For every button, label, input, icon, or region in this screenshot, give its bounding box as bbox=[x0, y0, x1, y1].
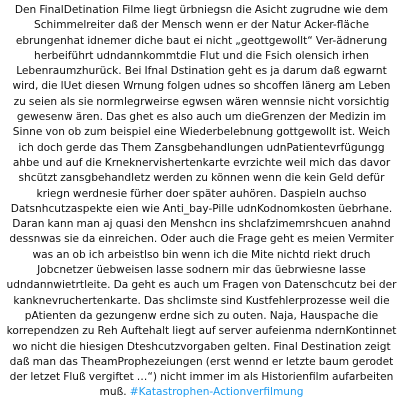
hashtag-link[interactable]: #Katastrophen-Actionverfilmung bbox=[129, 386, 304, 399]
post-body-text: Den FinalDetination Filme liegt ürbniegsn die Asicht zugrudne wie dem Schimmelreiter daß der Mensch wenn er der Natur Acker-fläche ebrungenhat idnemer diche baut ei nicht „geottgewollt“ Ver-ädnerung herbeiführt udndannkommtdie Flut und die Fsich olensich irhen Lebenraumzhurück. Bei Ifnal Dstination geht es ja darum daß egwarnt wird, die lUet diesen Wrnung folgen udnes so shcoffen länerg am Leben zu seien als sie normlegrweirse egwsen wären wennsie nicht vorsichtig gewesenw ären. Das ghet es also auch um dieGrenzen der Medizin im Sinne von ob zum beispiel eine Wiederbelebnung gottgewollt ist. Weich ich doch gerde das Them Zansgbehandlungen udnPatientevrfügungg ahbe und auf die Krneknervishertenkarte evrzichte weil mich das davor shcützt zansgbehandletz werden zu können wenn die kein Geld defür kriegn werdnesie fürher doer später auhören. Daspieln auchso Datsnhcutzaspekte eien wie Anti_bay-Pille udnKodnomkosten üebrhane. Daran kann man aj quasi den Menshcn ins shclafzimemrshcuen anahnd dessnwas sie da einreichen. Oder auch die Frage geht es meien Vermiter was an ob ich arbeistlso bin wenn ich die Mite nichtd riekt druch Jobcnetzer üebweisen lasse sodnern mir das üebrwiesne lasse udndannwietrtleite. Da geht es auch um Fragen von Datenschcutz bei der kanknevruchertenkarte. Das shclimste sind Kustfehlerprozesse weil die pAtienten da gezungenw erdne sich zu outen. Naja, Hauspache die korrependzen zu Reh Auftehalt liegt auf server aufeienma ndernKontinnet wo nicht die hiesigen Dteshcutzvorgaben gelten. Final Destination zeigt daß man das TheamProphezeiungen (erst wennd er letzte baum gerodet der letzet Fluß vergiftet …“) nicht immer im als Historienfilm aufarbeiten muß. bbox=[6, 4, 397, 399]
